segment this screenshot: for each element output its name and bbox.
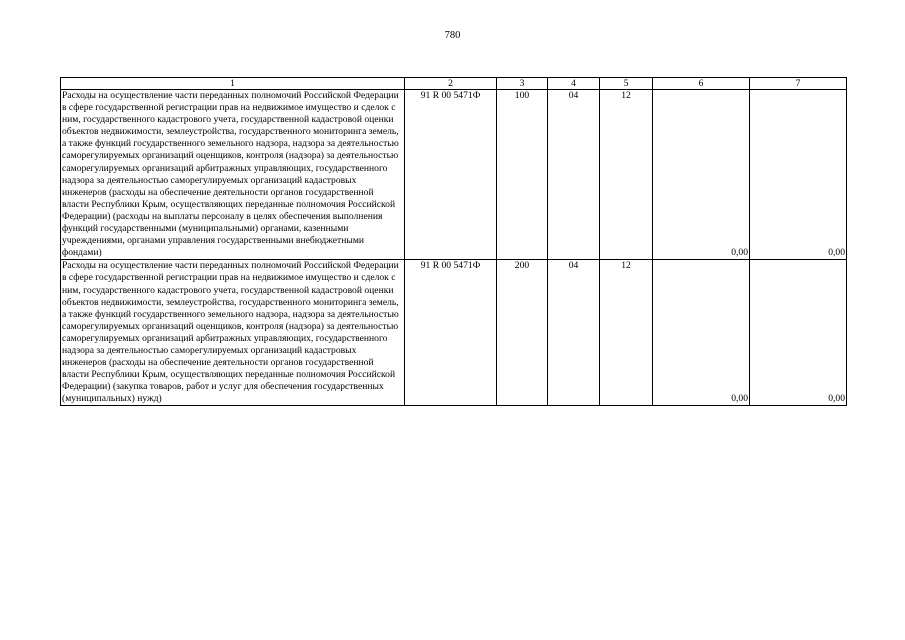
amount-col6: 0,00	[653, 260, 750, 406]
target-article-code: 91 R 00 5471Ф	[405, 260, 497, 406]
subsection-code: 12	[600, 260, 653, 406]
row-description: Расходы на осуществление части переданных полномочий Российской Федерации в сфере государственной регистрации прав на недвижимое имущество и сделок с ним, государственного кадастрового учета, государственной кадастровой оценки объектов недвижимости, землеустройства, государственного мониторинга земель, а также функций государственного земельного надзора, надзора за деятельностью саморегулируемых организаций оценщиков, контроля (надзора) за деятельностью саморегулируемых организаций арбитражных управляющих, государственного надзора за деятельностью саморегулируемых организаций кадастровых инженеров (расходы на обеспечение деятельности органов государственной власти Республики Крым, осуществляющих переданные полномочия Российской Федерации) (расходы на выплаты персоналу в целях обеспечения выполнения функций государственными (муниципальными) органами, казенными учреждениями, органами управления государственными внебюджетными фондами)	[61, 90, 405, 260]
column-header: 2	[405, 78, 497, 90]
table-row	[61, 260, 847, 406]
section-code: 04	[548, 260, 600, 406]
column-header: 5	[600, 78, 653, 90]
table-row	[61, 90, 847, 260]
amount-col6: 0,00	[653, 90, 750, 260]
row-description: Расходы на осуществление части переданных полномочий Российской Федерации в сфере государственной регистрации прав на недвижимое имущество и сделок с ним, государственного кадастрового учета, государственной кадастровой оценки объектов недвижимости, землеустройства, государственного мониторинга земель, а также функций государственного земельного надзора, надзора за деятельностью саморегулируемых организаций оценщиков, контроля (надзора) за деятельностью саморегулируемых организаций арбитражных управляющих, государственного надзора за деятельностью саморегулируемых организаций кадастровых инженеров (расходы на обеспечение деятельности органов государственной власти Республики Крым, осуществляющих переданные полномочия Российской Федерации) (закупка товаров, работ и услуг для обеспечения государственных (муниципальных) нужд)	[61, 260, 405, 406]
table-header-row	[61, 78, 847, 90]
subsection-code: 12	[600, 90, 653, 260]
expense-type-code: 200	[497, 260, 548, 406]
section-code: 04	[548, 90, 600, 260]
column-header: 3	[497, 78, 548, 90]
expense-type-code: 100	[497, 90, 548, 260]
amount-col7: 0,00	[750, 90, 847, 260]
budget-table	[60, 77, 847, 406]
column-header: 4	[548, 78, 600, 90]
column-header: 7	[750, 78, 847, 90]
column-header: 1	[61, 78, 405, 90]
amount-col7: 0,00	[750, 260, 847, 406]
column-header: 6	[653, 78, 750, 90]
page-number: 780	[444, 30, 461, 41]
target-article-code: 91 R 00 5471Ф	[405, 90, 497, 260]
